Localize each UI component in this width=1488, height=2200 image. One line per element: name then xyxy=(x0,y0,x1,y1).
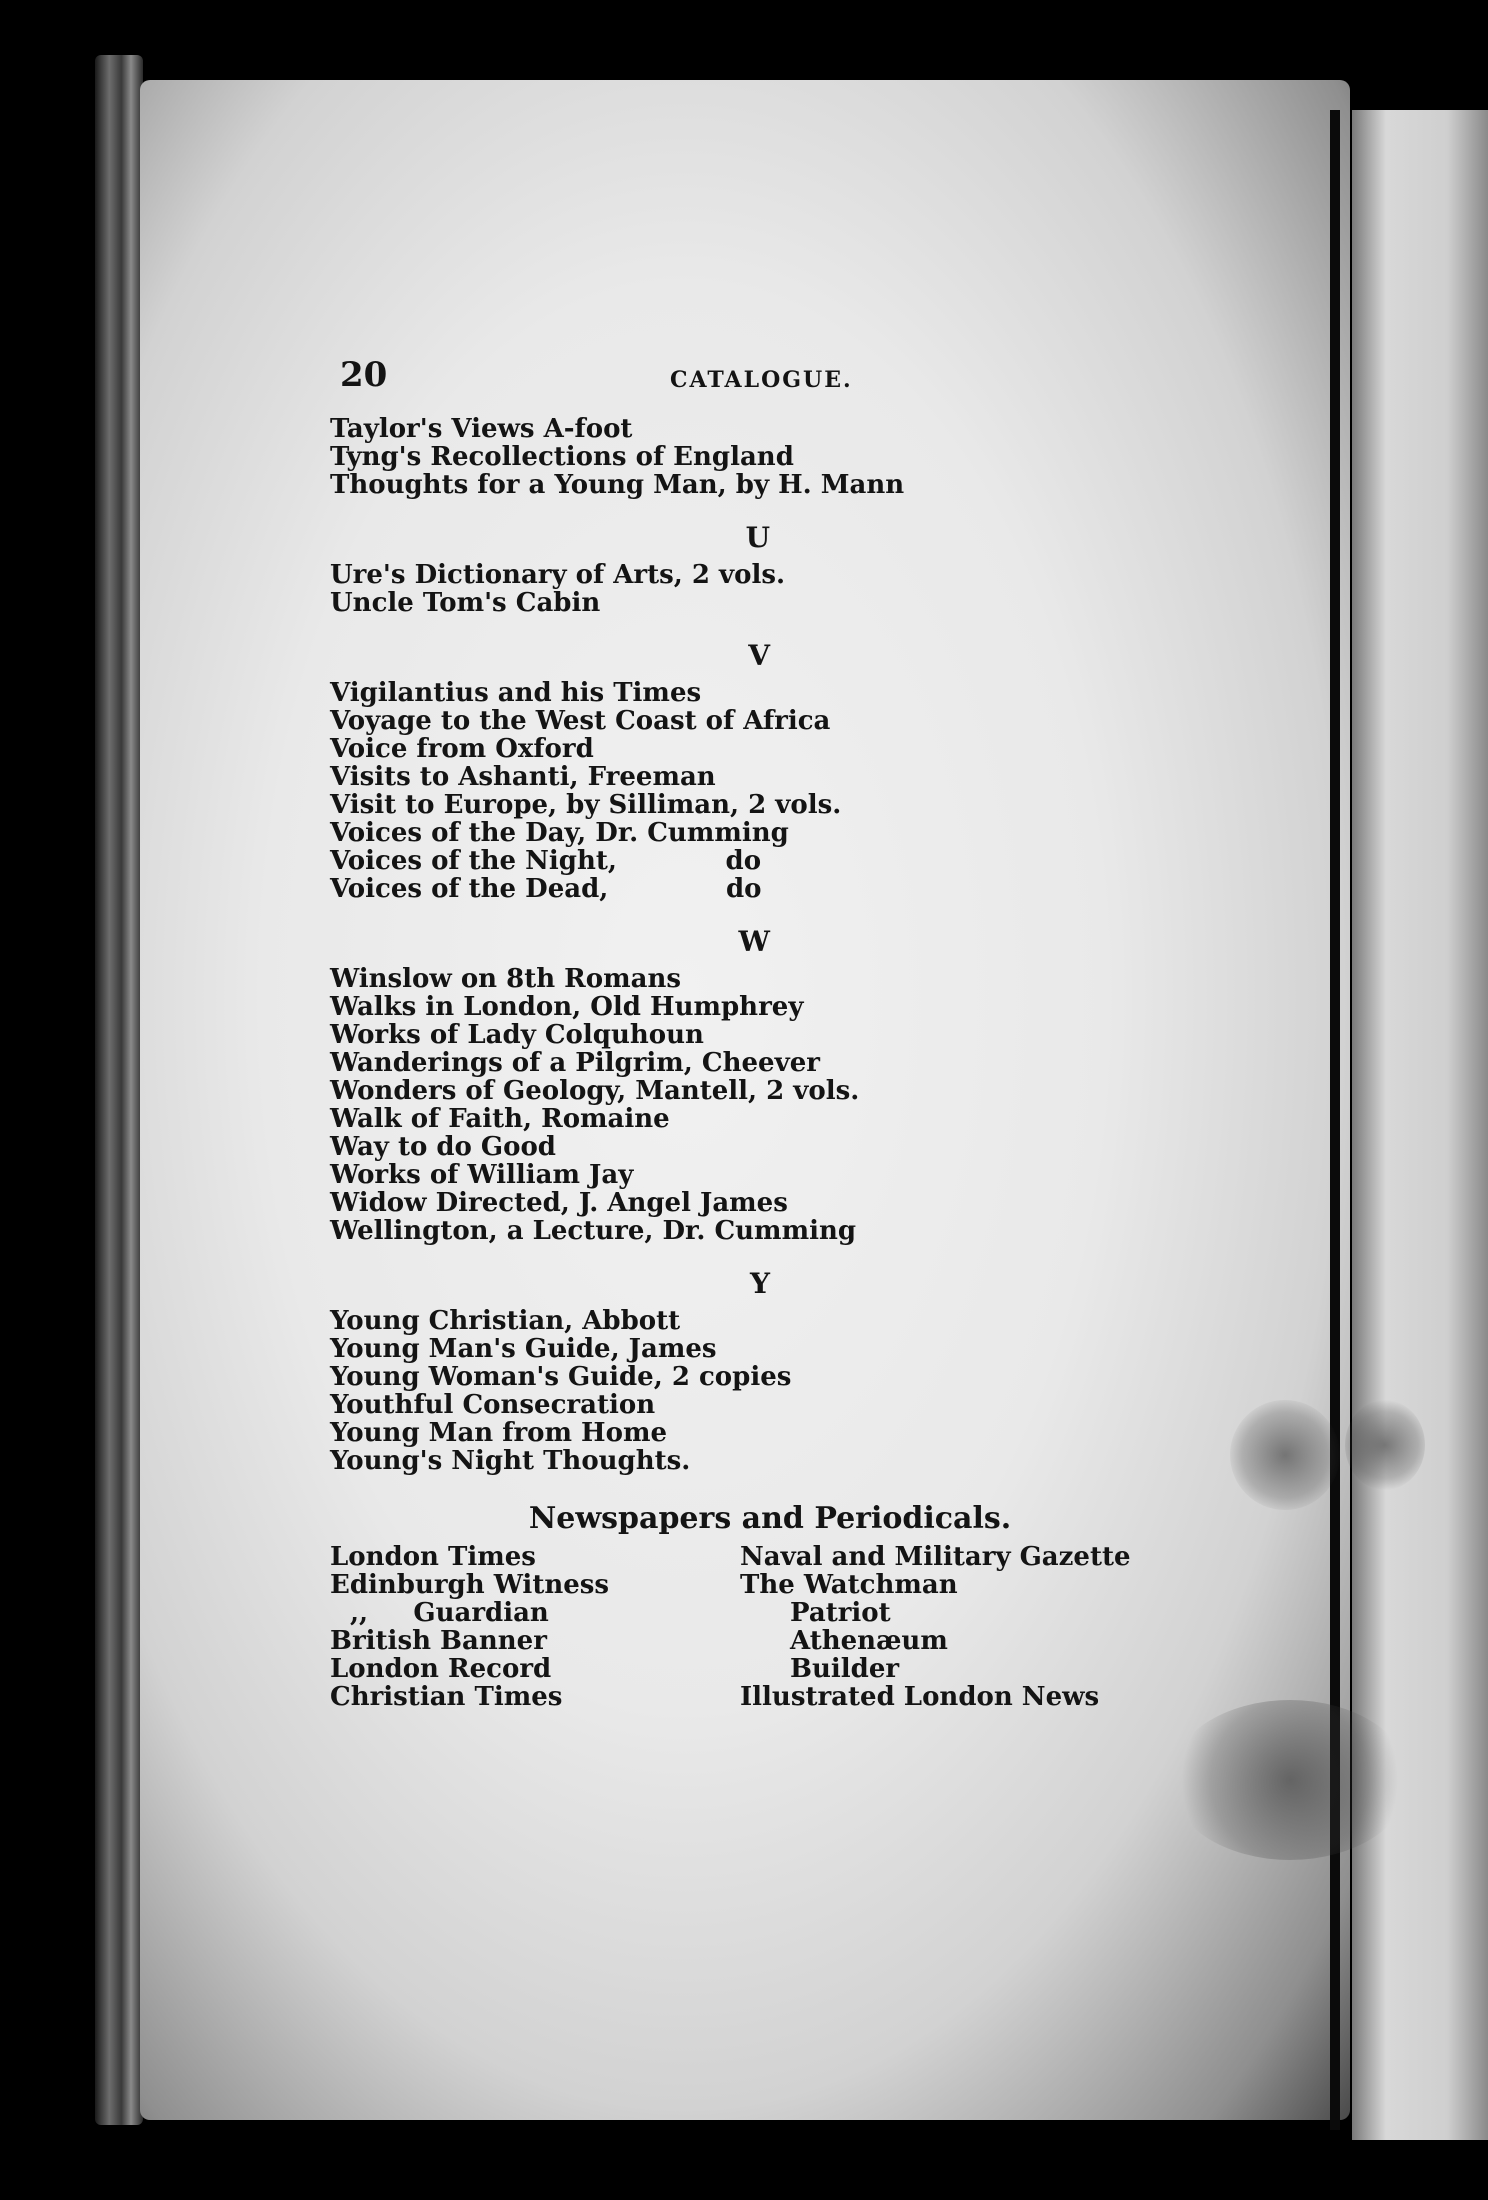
periodical-entry: ,, Guardian xyxy=(350,1598,549,1628)
book-edge xyxy=(95,55,143,2125)
catalogue-entry: Thoughts for a Young Man, by H. Mann xyxy=(330,470,905,500)
periodicals-heading: Newspapers and Periodicals. xyxy=(528,1501,1012,1536)
periodicals-list xyxy=(330,1543,1210,1733)
group-w xyxy=(330,925,1210,1245)
catalogue-entry: Uncle Tom's Cabin xyxy=(330,588,601,618)
catalogue-entry: Wellington, a Lecture, Dr. Cumming xyxy=(330,1216,857,1246)
catalogue-entry: Way to do Good xyxy=(330,1132,556,1162)
periodical-entry: Builder xyxy=(790,1654,900,1684)
entry-list-w xyxy=(330,965,1210,1245)
catalogue-entry: Visit to Europe, by Silliman, 2 vols. xyxy=(330,790,842,820)
page-number: 20 xyxy=(340,355,388,395)
catalogue-entry: Youthful Consecration xyxy=(330,1390,656,1420)
catalogue-entry: Young Christian, Abbott xyxy=(330,1306,681,1336)
ink-stain xyxy=(1230,1400,1340,1510)
periodical-entry: London Times xyxy=(330,1542,536,1572)
periodicals-left-column xyxy=(330,1543,609,1711)
periodical-entry: Patriot xyxy=(790,1598,891,1628)
running-head: CATALOGUE. xyxy=(670,367,853,393)
catalogue-entry: Winslow on 8th Romans xyxy=(330,964,682,994)
group-u xyxy=(330,521,1210,617)
section-letter-w: W xyxy=(738,925,770,958)
group-y xyxy=(330,1267,1210,1475)
catalogue-entry: Taylor's Views A-foot xyxy=(330,414,633,444)
catalogue-entry: Wonders of Geology, Mantell, 2 vols. xyxy=(330,1076,860,1106)
entry-list-v xyxy=(330,679,1210,903)
periodical-entry: British Banner xyxy=(330,1626,547,1656)
ink-stain xyxy=(1345,1400,1425,1490)
catalogue-entry: Young Man's Guide, James xyxy=(330,1334,717,1364)
entry-list-y xyxy=(330,1307,1210,1475)
catalogue-entry: Wanderings of a Pilgrim, Cheever xyxy=(330,1048,820,1078)
periodical-entry: Christian Times xyxy=(330,1682,563,1712)
group-t xyxy=(330,415,1210,499)
catalogue-entry: Works of William Jay xyxy=(330,1160,634,1190)
catalogue-entry: Young Man from Home xyxy=(330,1418,668,1448)
periodical-entry: Athenæum xyxy=(790,1626,948,1656)
catalogue-entry: Walk of Faith, Romaine xyxy=(330,1104,670,1134)
periodical-entry: Illustrated London News xyxy=(740,1682,1100,1712)
catalogue-entry: Vigilantius and his Times xyxy=(330,678,702,708)
catalogue-entry: Walks in London, Old Humphrey xyxy=(330,992,804,1022)
catalogue-entry: Voice from Oxford xyxy=(330,734,594,764)
entry-list-u xyxy=(330,561,1210,617)
catalogue-entry: Voices of the Day, Dr. Cumming xyxy=(330,818,789,848)
catalogue-entry: Works of Lady Colquhoun xyxy=(330,1020,704,1050)
catalogue-entry: Widow Directed, J. Angel James xyxy=(330,1188,788,1218)
catalogue-entry: Ure's Dictionary of Arts, 2 vols. xyxy=(330,560,786,590)
periodical-entry: Naval and Military Gazette xyxy=(740,1542,1131,1572)
section-letter-y: Y xyxy=(750,1267,770,1300)
catalogue-entry: Voices of the Night, do xyxy=(330,846,762,876)
catalogue-entry: Young Woman's Guide, 2 copies xyxy=(330,1362,792,1392)
catalogue-entry: Young's Night Thoughts. xyxy=(330,1446,691,1476)
catalogue-entry: Voyage to the West Coast of Africa xyxy=(330,706,831,736)
periodical-entry: Edinburgh Witness xyxy=(330,1570,610,1600)
section-letter-u: U xyxy=(745,521,770,554)
catalogue-entry: Visits to Ashanti, Freeman xyxy=(330,762,716,792)
entry-list-t xyxy=(330,415,1210,499)
periodical-entry: The Watchman xyxy=(740,1570,958,1600)
section-letter-v: V xyxy=(748,639,770,672)
catalogue-entry: Tyng's Recollections of England xyxy=(330,442,794,472)
page-header xyxy=(330,355,1210,415)
group-v xyxy=(330,639,1210,903)
periodicals-right-column xyxy=(740,1543,1131,1711)
periodical-entry: London Record xyxy=(330,1654,552,1684)
catalogue-entry: Voices of the Dead, do xyxy=(330,874,762,904)
catalogue-content xyxy=(330,355,1210,1733)
